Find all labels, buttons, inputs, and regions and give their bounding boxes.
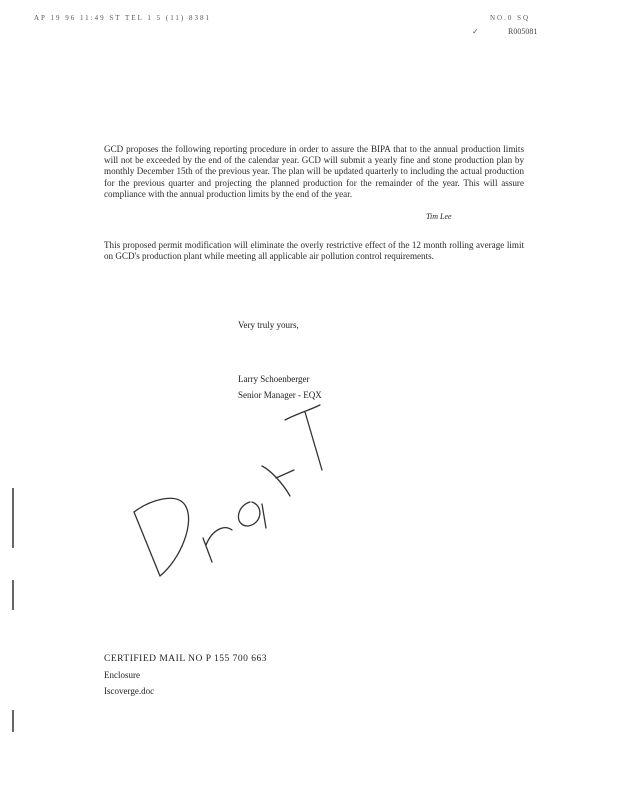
fax-header-page: NO.0 SQ (490, 14, 531, 22)
signature-title: Senior Manager - EQX (238, 390, 322, 400)
paragraph-permit-modification: This proposed permit modification will eliminate the overly restrictive effect of the 12 month rolling average limit on GCD's production plant while meeting all applicable air pollution control requirements. (104, 240, 524, 262)
fax-header: AP 19 96 11:49 ST TEL 1 5 (11) 8381 (34, 14, 212, 22)
signature-name: Larry Schoenberger (238, 374, 310, 384)
handwritten-initials: Tim Lee (426, 212, 452, 221)
margin-mark (12, 710, 14, 732)
document-id: R005081 (508, 27, 538, 36)
enclosure-note: Enclosure (104, 670, 140, 680)
margin-mark (12, 580, 14, 610)
check-mark: ✓ (472, 27, 479, 36)
closing: Very truly yours, (238, 320, 299, 330)
margin-mark (12, 488, 14, 548)
certified-mail-number: CERTIFIED MAIL NO P 155 700 663 (104, 654, 268, 664)
paragraph-reporting-procedure: GCD proposes the following reporting procedure in order to assure the BIPA that to the annual production limits will not be exceeded by the end of the calendar year. GCD will submit a yearly fine and stone production plan by monthly December 15th of the previous year. The plan will be updated quarterly to including the actual production for the previous quarter and projecting the planned production for the remainder of the year. This will assure compliance with the annual production limits by the end of the year. (104, 144, 524, 199)
file-name: Iscoverge.doc (104, 686, 155, 696)
